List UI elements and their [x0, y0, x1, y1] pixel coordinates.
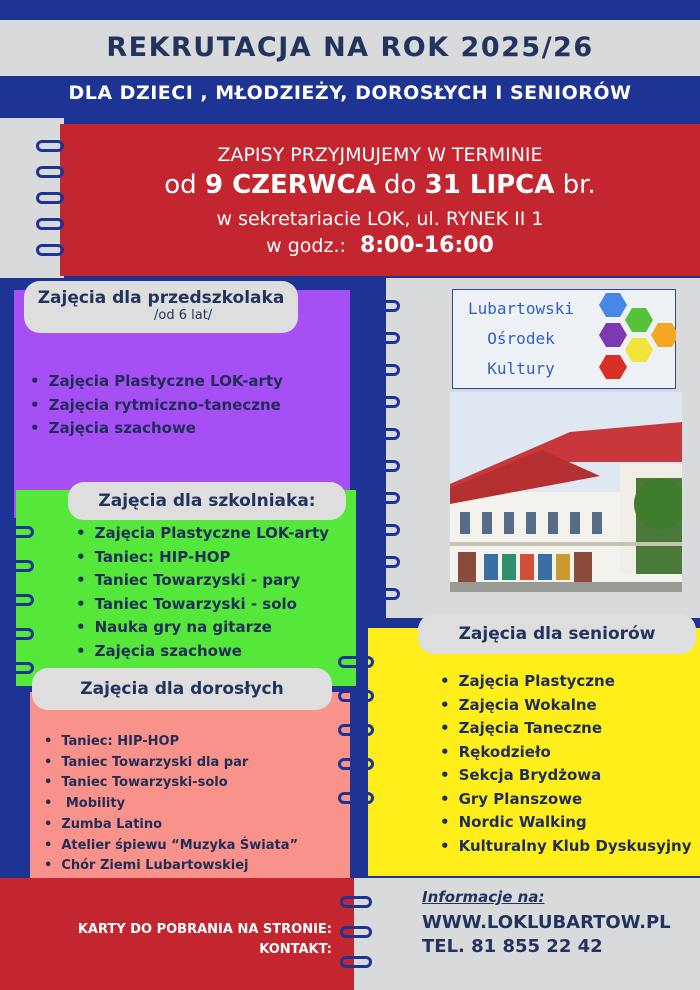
page-title: REKRUTACJA NA ROK 2025/26	[0, 20, 700, 76]
adults-title: Zajęcia dla dorosłych	[32, 668, 332, 710]
spiral-ring-icon	[6, 526, 34, 538]
page-subtitle: DLA DZIECI , MŁODZIEŻY, DOROSŁYCH I SENIORÓW	[68, 82, 632, 104]
spiral-ring-icon	[6, 560, 34, 572]
spiral-ring-icon	[338, 758, 374, 770]
list-item: • Sekcja Brydżowa	[440, 764, 691, 788]
logo-line-2: Ośrodek	[487, 329, 555, 348]
od-word: od	[164, 170, 197, 200]
spiral-ring-icon	[364, 332, 400, 344]
adults-list	[44, 732, 298, 877]
do-word: do	[383, 170, 417, 200]
list-item: • Zajęcia szachowe	[30, 417, 283, 441]
building-image	[450, 392, 682, 592]
spiral-ring-icon	[364, 524, 400, 536]
spiral-ring-icon	[340, 956, 372, 968]
spiral-ring-icon	[364, 364, 400, 376]
list-item: • Atelier śpiewu “Muzyka Świata”	[44, 836, 298, 857]
spiral-ring-icon	[340, 896, 372, 908]
spiral-ring-icon	[364, 556, 400, 568]
list-item: • Chór Ziemi Lubartowskiej	[44, 856, 298, 877]
preschool-age: /od 6 lat/	[154, 308, 213, 323]
logo-text	[458, 294, 584, 384]
info-label: Informacje na:	[422, 888, 545, 906]
start-date: 9 CZERWCA	[204, 170, 376, 200]
list-item: • Nordic Walking	[440, 811, 691, 835]
list-item: • Zajęcia szachowe	[76, 640, 329, 664]
list-item: • Taniec: HIP-HOP	[76, 546, 329, 570]
list-item: • Zajęcia Plastyczne LOK-arty	[30, 370, 283, 394]
list-item: • Zajęcia Taneczne	[440, 717, 691, 741]
spiral-ring-icon	[364, 300, 400, 312]
br-word: br.	[562, 170, 596, 200]
building-photo	[450, 392, 682, 592]
spiral-ring-icon	[6, 628, 34, 640]
list-item: • Zajęcia Wokalne	[440, 694, 691, 718]
spiral-ring-icon	[364, 428, 400, 440]
list-item: • Taniec: HIP-HOP	[44, 732, 298, 753]
list-item: • Zajęcia Plastyczne LOK-arty	[76, 522, 329, 546]
preschool-title: Zajęcia dla przedszkolaka	[37, 288, 285, 308]
list-item: • Zumba Latino	[44, 815, 298, 836]
enrollment-hours	[60, 233, 700, 258]
hours-value: 8:00-16:00	[359, 233, 494, 258]
enrollment-dates	[60, 170, 700, 200]
list-item: • Mobility	[44, 794, 298, 815]
school-list	[76, 522, 329, 663]
list-item: • Rękodzieło	[440, 741, 691, 765]
phone-number[interactable]: TEL. 81 855 22 42	[422, 936, 603, 957]
spiral-ring-icon	[338, 656, 374, 668]
logo-line-1: Lubartowski	[468, 299, 574, 318]
spiral-ring-icon	[6, 594, 34, 606]
end-date: 31 LIPCA	[424, 170, 555, 200]
enrollment-place: w sekretariacie LOK, ul. RYNEK II 1	[216, 208, 544, 230]
list-item: • Taniec Towarzyski - solo	[76, 593, 329, 617]
list-item: • Zajęcia rytmiczno-taneczne	[30, 394, 283, 418]
preschool-heading	[24, 281, 298, 333]
list-item: • Gry Planszowe	[440, 788, 691, 812]
list-item: • Zajęcia Plastyczne	[440, 670, 691, 694]
list-item: • Taniec Towarzyski - pary	[76, 569, 329, 593]
cards-label: KARTY DO POBRANIA NA STRONIE:	[77, 922, 332, 937]
seniors-title: Zajęcia dla seniorów	[418, 614, 696, 654]
spiral-ring-icon	[364, 492, 400, 504]
school-title: Zajęcia dla szkolniaka:	[68, 482, 346, 520]
list-item: • Taniec Towarzyski dla par	[44, 753, 298, 774]
preschool-list	[30, 370, 283, 441]
spiral-ring-icon	[364, 460, 400, 472]
logo-line-3: Kultury	[487, 359, 555, 378]
spiral-ring-icon	[338, 792, 374, 804]
footer-labels	[36, 920, 332, 960]
spiral-ring-icon	[338, 724, 374, 736]
enrollment-intro: ZAPISY PRZYJMUJEMY W TERMINIE	[217, 144, 543, 166]
spiral-ring-icon	[364, 588, 400, 600]
spiral-ring-icon	[364, 396, 400, 408]
spiral-ring-icon	[6, 662, 34, 674]
spiral-ring-icon	[340, 926, 372, 938]
hours-label: w godz.:	[266, 235, 346, 257]
list-item: • Nauka gry na gitarze	[76, 616, 329, 640]
list-item: • Taniec Towarzyski-solo	[44, 773, 298, 794]
website-link[interactable]: WWW.LOKLUBARTOW.PL	[422, 912, 671, 933]
list-item: • Kulturalny Klub Dyskusyjny	[440, 835, 691, 859]
spiral-ring-icon	[338, 690, 374, 702]
contact-label: KONTAKT:	[259, 942, 332, 957]
hexagons-icon	[584, 290, 676, 388]
seniors-list	[440, 670, 691, 858]
